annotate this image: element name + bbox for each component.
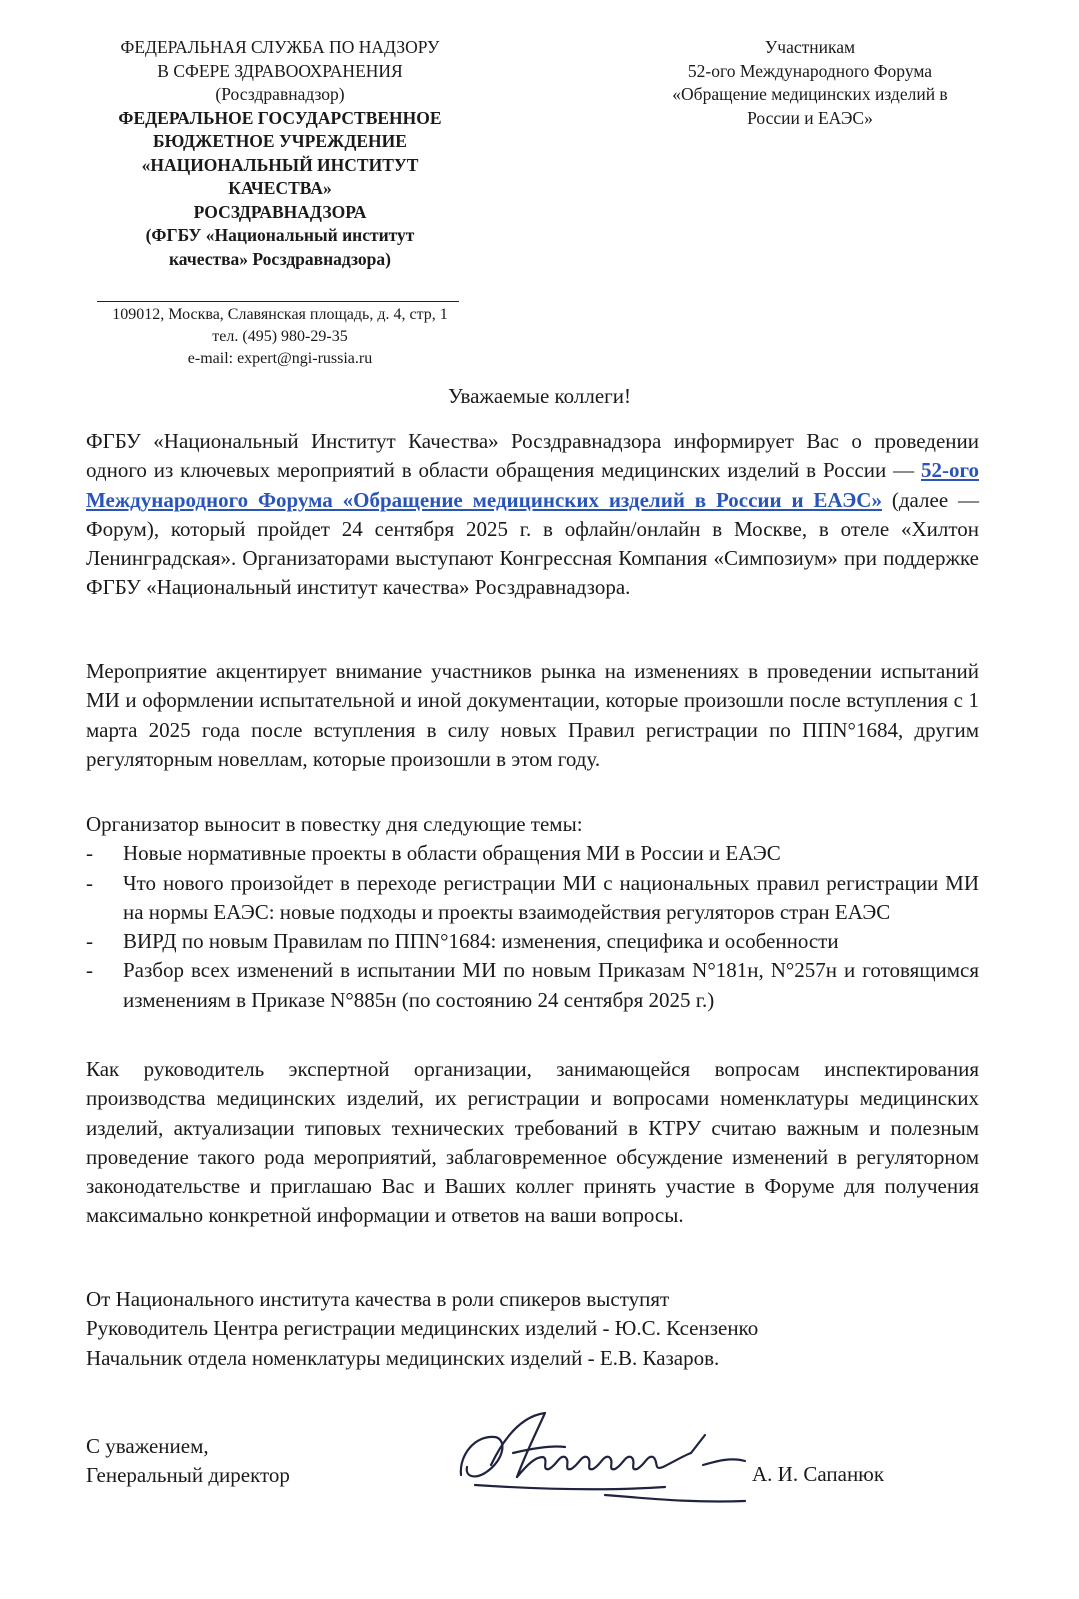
sender-phone: тел. (495) 980-29-35 — [212, 328, 348, 345]
paragraph-invitation: Как руководитель экспертной организации, занимающейся вопросам инспектирования производства медицинских изделий, их регистрации и вопросами номенклатуры медицинских изделий, актуализации типовых технических требований в КТРУ считаю важным и полезным проведение такого рода мероприятий, заблаговременное обсуждение изменений в регуляторном законодательстве и приглашаю Вас и Ваших коллег принять участие в Форуме для получения максимально конкретной информации и ответов на ваши вопросы. — [86, 1057, 979, 1228]
paragraph-announcement — [86, 427, 979, 603]
sender-institute-line: «НАЦИОНАЛЬНЫЙ ИНСТИТУТ — [141, 154, 419, 175]
recipient-block — [620, 36, 1000, 130]
topic-item — [86, 839, 979, 868]
signer-name: А. И. Сапанюк — [752, 1462, 885, 1486]
topics-section — [86, 810, 979, 1015]
signature-image — [455, 1405, 755, 1515]
sender-institute-line: КАЧЕСТВА» — [228, 178, 332, 198]
sender-block — [80, 36, 480, 271]
topics-intro: Организатор выносит в повестку дня следующие темы: — [86, 812, 583, 836]
speakers-line: Руководитель Центра регистрации медицинских изделий - Ю.С. Ксензенко — [86, 1316, 759, 1341]
recipient-line: 52-ого Международного Форума — [687, 60, 933, 81]
sender-agency-line: (Росздравнадзор) — [215, 84, 345, 104]
announcement-text-cont: (далее — Форум), который пройдет 24 сентября 2025 г. в офлайн/онлайн в Москве, в отеле «Хилтон Ленинградская». Организаторами выступают Конгрессная Компания «Симпозиум» при поддержке ФГБУ «Национальный институт качества» Росздравнадзора. — [86, 487, 979, 600]
recipient-line: России и ЕАЭС» — [747, 107, 873, 128]
topic-text: Что нового произойдет в переходе регистрации МИ с национальных правил регистрации МИ на нормы ЕАЭС: новые подходы и проекты взаимодействия регуляторов стран ЕАЭС — [123, 870, 979, 924]
bullet-dash: - — [86, 958, 93, 983]
bullet-dash: - — [86, 870, 93, 895]
sender-contacts — [80, 304, 480, 370]
sender-institute-line: БЮДЖЕТНОЕ УЧРЕЖДЕНИЕ — [153, 131, 407, 151]
announcement-text: ФГБУ «Национальный Институт Качества» Росздравнадзора информирует Вас о проведении одного из ключевых мероприятий в области обращения медицинских изделий в России — — [86, 429, 979, 483]
forum-link[interactable]: 52-ого Международного Форума «Обращение медицинских изделий в России и ЕАЭС» — [86, 458, 979, 512]
bullet-dash: - — [86, 841, 93, 866]
sender-institute-line: РОСЗДРАВНАДЗОРА — [193, 201, 367, 222]
topic-text: Разбор всех изменений в испытании МИ по новым Приказам N°181н, N°257н и готовящимся изменениям в Приказе N°885н (по состоянию 24 сентября 2025 г.) — [123, 958, 979, 1012]
topics-list — [86, 839, 979, 1015]
closing-regards: С уважением, — [86, 1434, 209, 1458]
sender-institute-line: качества» Росздравнадзора) — [168, 248, 391, 269]
recipient-line: «Обращение медицинских изделий в — [672, 84, 948, 104]
sender-address: 109012, Москва, Славянская площадь, д. 4, стр, 1 — [112, 306, 448, 323]
speakers-block — [86, 1285, 979, 1373]
closing-title: Генеральный директор — [86, 1463, 290, 1488]
paragraph-focus: Мероприятие акцентирует внимание участников рынка на изменениях в проведении испытаний МИ и оформлении испытательной и иной документации, которые произошли после вступления с 1 марта 2025 года после вступления в силу новых Правил регистрации по ППN°1684, другим регуляторным новеллам, которые произошли в этом году. — [86, 659, 979, 771]
closing-block — [86, 1432, 290, 1491]
topic-item — [86, 869, 979, 928]
sender-divider — [97, 301, 459, 302]
sender-agency-line: В СФЕРЕ ЗДРАВООХРАНЕНИЯ — [157, 60, 403, 81]
sender-agency-line: ФЕДЕРАЛЬНАЯ СЛУЖБА ПО НАДЗОРУ — [120, 37, 440, 57]
speakers-line: От Национального института качества в роли спикеров выступят — [86, 1287, 670, 1311]
topic-item — [86, 956, 979, 1015]
topic-text: Новые нормативные проекты в области обращения МИ в России и ЕАЭС — [123, 841, 781, 866]
bullet-dash: - — [86, 929, 93, 954]
topic-text: ВИРД по новым Правилам по ППN°1684: изменения, специфика и особенности — [123, 929, 839, 954]
sender-institute-line: (ФГБУ «Национальный институт — [145, 225, 415, 245]
sender-institute-line: ФЕДЕРАЛЬНОЕ ГОСУДАРСТВЕННОЕ — [118, 107, 442, 128]
speakers-line: Начальник отдела номенклатуры медицинских изделий - Е.В. Казаров. — [86, 1345, 720, 1370]
salutation: Уважаемые коллеги! — [447, 384, 632, 408]
recipient-line: Участникам — [764, 37, 856, 57]
topic-item — [86, 927, 979, 956]
sender-email: e-mail: expert@ngi-russia.ru — [187, 350, 373, 367]
